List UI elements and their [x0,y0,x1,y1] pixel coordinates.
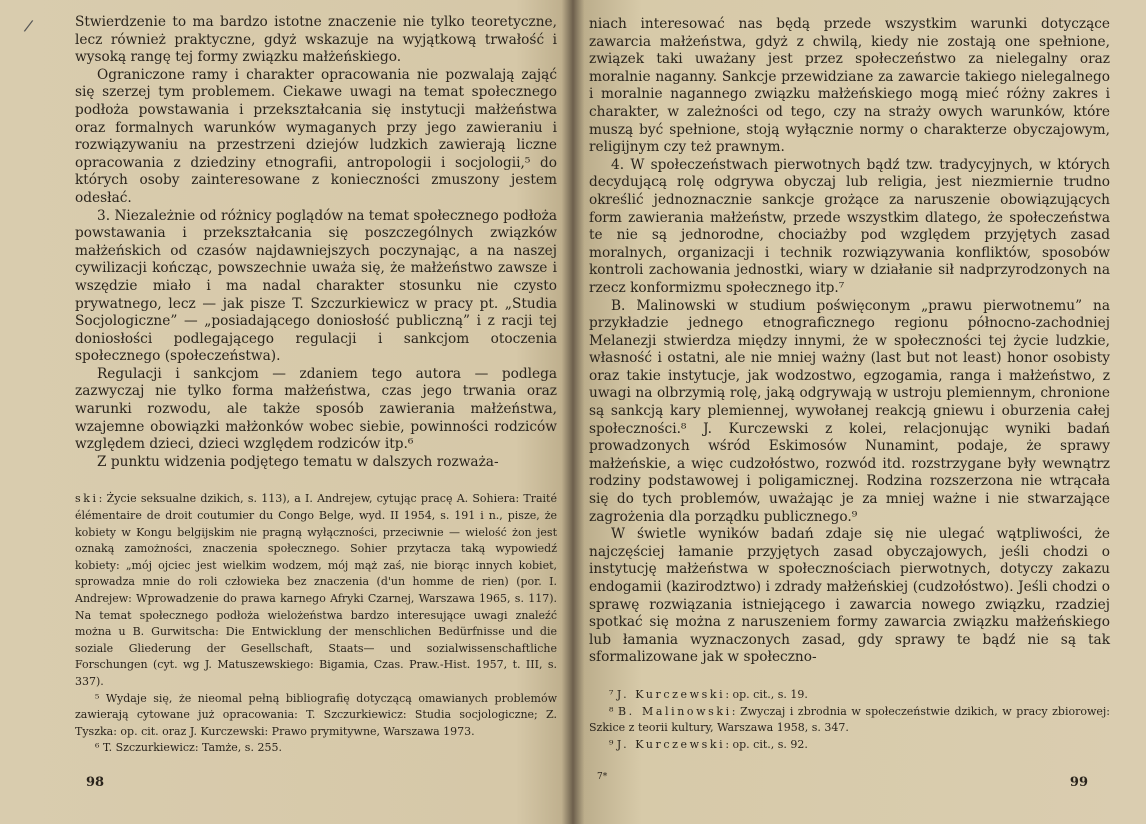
footnote [589,737,1110,754]
footnote-author: J. Kurczewski [616,687,726,701]
left-footnotes [75,491,557,757]
page-number: 99 [1069,775,1088,790]
pencil-mark: / [22,15,35,36]
footnote [75,491,557,690]
footnote-text: : op. cit., s. 92. [725,737,808,751]
footnote-number: ⁹ [609,737,614,751]
right-page [573,0,1146,824]
paragraph: W świetle wyników badań zdaje się nie ulegać wątpliwości, że najczęściej łamanie przyjętych zasad obyczajowych, jeśli chodzi o instytucję małżeństwa w społecznościach pierwotnych, dotyczy zakazu endogamii (kazirodztwo) i zdrady małżeńskiej (cudzołóstwo). Jeśli chodzi o sprawę rozwiązania istniejącego i zawarcia nowego związku, rzadziej spotkać się można z naruszeniem formy zawarcia związku małżeńskiego lub łamania wyznaczonych zasad, gdy sprawy te bądź nie są tak sformalizowane jak w społeczno- [589,526,1110,666]
footnote-text: : Zwyczaj i zbrodnia w społeczeństwie dzikich, w pracy zbiorowej: Szkice z teorii kultury, Warszawa 1958, s. 347. [589,704,1111,735]
footnote [589,687,1110,704]
paragraph: 3. Niezależnie od różnicy poglądów na temat społecznego podłoża powstawania i przekształcania się poszczególnych związków małżeńskich od czasów najdawniejszych poczynając, a na naszej cywilizacji kończąc, powszechnie uważa się, że małżeństwo zawsze i wszędzie miało i ma nadal charakter stosunku nie czysto prywatnego, lecz — jak pisze T. Szczurkiewicz w pracy pt. „Studia Socjologiczne” — „posiadającego doniosłość publiczną” i z racji tej doniosłości podlegającego regulacji i sankcjom otoczenia społecznego (społeczeństwa). [75,207,557,365]
printer-signature: 7* [597,772,608,782]
left-body-text [75,14,557,471]
right-body-text [589,16,1110,667]
footnote-number: ⁷ [609,687,614,701]
paragraph: Regulacji i sankcjom — zdaniem tego autora — podlega zazwyczaj nie tylko forma małżeństwa, czas jego trwania oraz warunki rozwodu, ale także sposób zawierania małżeństwa, wzajemne obowiązki małżonków wobec siebie, powinności rodziców względem dzieci, dzieci względem rodziców itp.⁶ [75,365,557,453]
footnote-author: J. Kurczewski [616,737,726,751]
footnote: ⁵ Wydaje się, że nieomal pełną bibliografię dotyczącą omawianych problemów zawierają cytowane już opracowania: T. Szczurkiewicz: Studia socjologiczne; Z. Tyszka: op. cit. oraz J. Kurczewski: Prawo prymitywne, Warszawa 1973. [75,691,557,738]
paragraph: niach interesować nas będą przede wszystkim warunki dotyczące zawarcia małżeństwa, gdyż z chwilą, kiedy nie zostają one spełnione, związek taki uważany jest przez społeczeństwo za nielegalny oraz moralnie naganny. Sankcje przewidziane za zawarcie takiego nielegalnego i moralnie nagannego związku małżeńskiego mogą mieć różny zakres i charakter, w zależności od tego, czy na straży owych warunków, które muszą być spełnione, stoją wyłącznie normy o charakterze obyczajowym, religijnym czy też prawnym. [589,16,1110,156]
paragraph: Z punktu widzenia podjętego tematu w dalszych rozważa- [97,453,499,470]
footnote-text: : Życie seksualne dzikich, s. 113), a I. Andrejew, cytując pracę A. Sohiera: Traité élémentaire de droit coutumier du Congo Belge, wyd. II 1954, s. 191 i n., pisze, że kobiety w Kongu belgijskim nie pragną wyłączności, przeciwnie — wielość żon jest oznaką zamożności, znaczenia społecznego. Sohier przytacza taką wypowiedź kobiety: „mój ojciec jest wielkim wodzem, mój mąż zaś, nie biorąc innych kobiet, sprowadza mnie do roli człowieka bez znaczenia (d'un homme de rien) (por. I. Andrejew: Wprowadzenie do prawa karnego Afryki Czarnej, Warszawa 1965, s. 117). Na temat społecznego podłoża wielożeństwa bardzo interesujące uwagi znaleźć można u B. Gurwitscha: Die Entwicklung der menschlichen Bedürfnisse und die soziale Gliederung der Gesellschaft, Staats— und sozialwissenschaftliche Forschungen (cyt. wg J. Matuszewskiego: Bigamia, Czas. Praw.-Hist. 1957, t. III, s. 337). [75,492,557,688]
footnote-text: : op. cit., s. 19. [725,687,808,701]
page-number: 98 [86,775,105,790]
paragraph: Stwierdzenie to ma bardzo istotne znaczenie nie tylko teoretyczne, lecz również praktyczne, gdyż wskazuje na wyjątkową trwałość i wysoką rangę tej formy związku małżeńskiego. [75,14,557,66]
footnote-author: ski [75,492,99,506]
footnote: ⁶ T. Szczurkiewicz: Tamże, s. 255. [95,741,282,755]
paragraph: 4. W społeczeństwach pierwotnych bądź tzw. tradycyjnych, w których decydującą rolę odgrywa obyczaj lub religia, jest niezmiernie trudno określić jednoznacznie sankcje grożące za naruszenie obowiązujących form zawierania małżeństw, przede wszystkim dlatego, że społeczeństwa te nie są jednorodne, chociażby pod względem przyjętych zasad moralnych, organizacji i technik rozwiązywania konfliktów, sposobów kontroli zachowania jednostki, wiary w działanie sił nadprzyrodzonych na rzecz konformizmu społecznego itp.⁷ [589,156,1110,296]
paragraph: Ograniczone ramy i charakter opracowania nie pozwalają zająć się szerzej tym problemem. Ciekawe uwagi na temat społecznego podłoża powstawania i przekształcania się instytucji małżeństwa oraz formalnych warunków wymaganych przy jego zawieraniu i rozwiązywaniu na przestrzeni dziejów ludzkich zawierają liczne opracowania z dziedziny etnografii, antropologii i socjologii,⁵ do których osoby zainteresowane z konieczności zmuszony jestem odesłać. [75,66,557,206]
footnote [589,704,1110,737]
footnote-number: ⁸ [609,704,614,718]
footnote-author: B. Malinowski [618,704,732,718]
right-footnotes [589,687,1110,753]
paragraph: B. Malinowski w studium poświęconym „prawu pierwotnemu” na przykładzie jednego etnograficznego regionu północno-zachodniej Melanezji stwierdza między innymi, że w społeczności tej życie ludzkie, własność i ostatni, ale nie mniej ważny (last but not least) honor osobisty oraz takie instytucje, jak wodzostwo, egzogamia, ranga i małżeństwo, z uwagi na olbrzymią rolę, jaką odgrywają w ustroju plemiennym, chronione są sankcją kary plemiennej, wywołanej reakcją gniewu i oburzenia całej społeczności.⁸ J. Kurczewski z kolei, relacjonując wyniki badań prowadzonych wśród Eskimosów Nunamint, podaje, że sprawy małżeńskie, a więc cudzołóstwo, rozwód itd. rozstrzygane były wewnątrz rodziny podstawowej i poligamicznej. Rodzina rozszerzona nie wtrącała się do tych problemów, uważając je za mniej ważne i nie stwarzające zagrożenia dla porządku publicznego.⁹ [589,297,1110,525]
